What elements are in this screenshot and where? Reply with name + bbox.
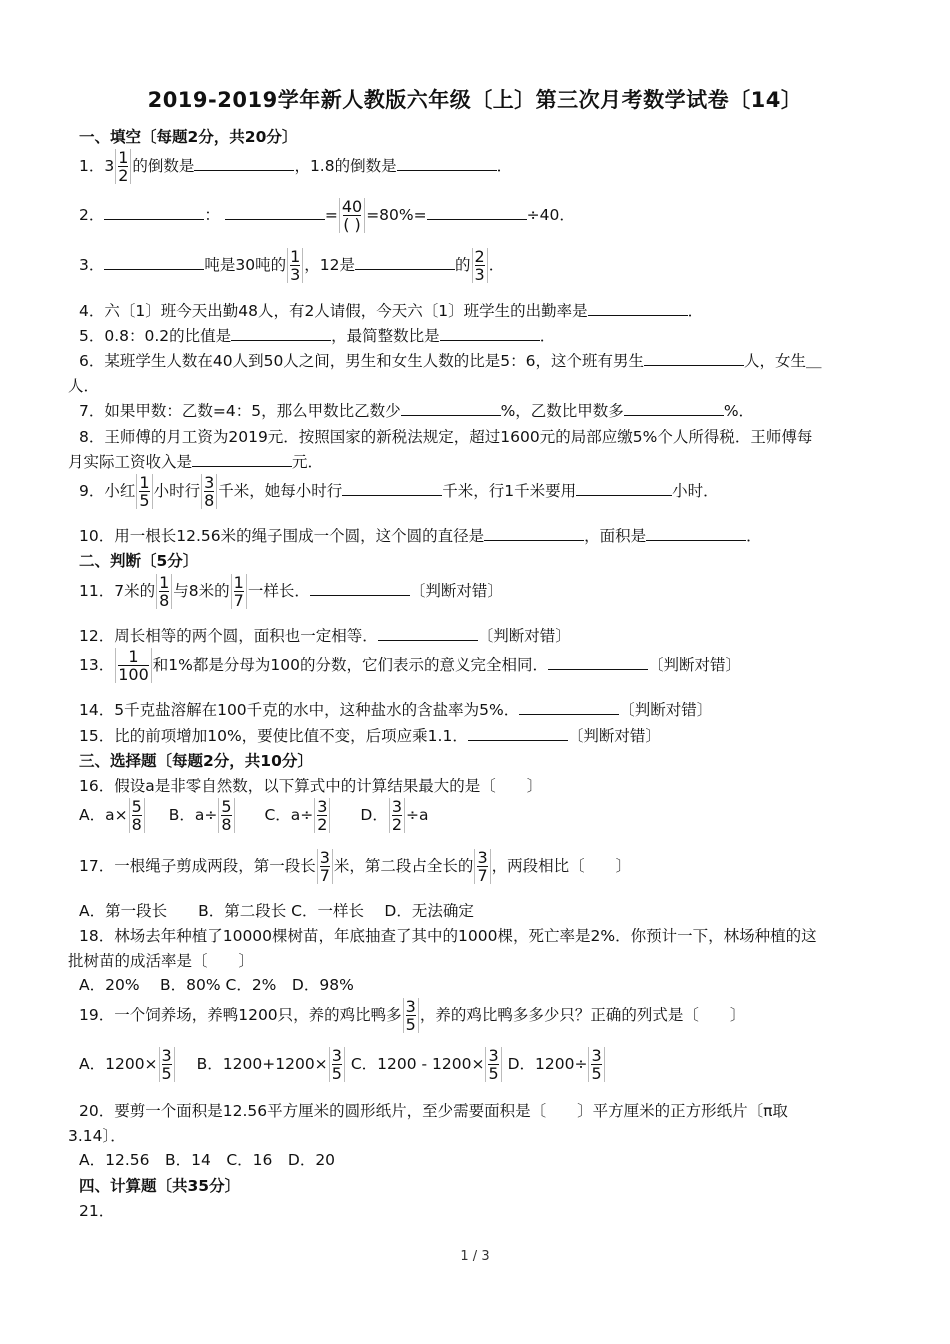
answer-blank[interactable] — [519, 699, 619, 715]
question-1: 1．3 $\frac{1}{2}$ 的倒数是 ，1.8的倒数是 ． — [79, 148, 513, 185]
answer-blank[interactable] — [646, 525, 746, 541]
question-4: 4．六〔1〕班今天出勤48人，有2人请假，今天六〔1〕班学生的出勤率是 ． — [79, 302, 704, 320]
question-17: 17．一根绳子剪成两段，第一段长 $\frac{3}{7}$ 米，第二段占全长的 $\frac{3}{7}$ ，两段相比〔 〕 — [79, 848, 632, 885]
answer-blank[interactable] — [355, 254, 455, 270]
answer-blank[interactable] — [427, 204, 527, 220]
question-16-options: A．a× $\frac{5}{8}$ B．a÷ $\frac{5}{8}$ C．a÷ $\frac{3}{2}$ D． $\frac{3}{2}$ ÷a — [79, 797, 429, 834]
answer-blank[interactable] — [378, 625, 478, 641]
answer-blank[interactable] — [192, 451, 292, 467]
fraction: $\frac{3}{5}$ — [403, 998, 419, 1033]
fraction: $\frac{3}{5}$ — [588, 1047, 604, 1082]
section-calc: 四、计算题〔共35分〕 — [79, 1177, 241, 1195]
page-number: 1 / 3 — [460, 1249, 490, 1264]
answer-blank[interactable] — [468, 725, 568, 741]
question-16: 16．假设a是非零自然数，以下算式中的计算结果最大的是〔 〕 — [79, 777, 543, 795]
question-3: 3． 吨是30吨的 $\frac{1}{3}$ ，12是 的 $\frac{2}{3}$ ． — [79, 247, 505, 284]
question-19: 19．一个饲养场，养鸭1200只，养的鸡比鸭多 $\frac{3}{5}$ ，养的鸡比鸭多多少只？正确的列式是〔 〕 — [79, 997, 746, 1034]
answer-blank[interactable] — [104, 204, 204, 220]
fraction: $\frac{1}{7}$ — [231, 574, 247, 609]
question-20: 20．要剪一个面积是12.56平方厘米的圆形纸片，至少需要面积是〔 〕平方厘米的正方形纸片〔π取 — [79, 1102, 788, 1120]
question-2: 2． ： = $\frac{40}{( )}$ =80%= ÷40． — [79, 197, 575, 234]
fraction: $\frac{2}{3}$ — [472, 248, 488, 283]
fraction: $\frac{3}{2}$ — [389, 798, 405, 833]
fraction: $\frac{1}{3}$ — [287, 248, 303, 283]
question-10: 10．用一根长12.56米的绳子围成一个圆，这个圆的直径是 ，面积是 ． — [79, 527, 762, 545]
question-15: 15．比的前项增加10%，要使比值不变，后项应乘1.1． 〔判断对错〕 — [79, 727, 661, 745]
question-20-cont: 3.14〕． — [68, 1127, 126, 1145]
answer-blank[interactable] — [401, 400, 501, 416]
fraction: $\frac{3}{5}$ — [485, 1047, 501, 1082]
fraction: $\frac{1}{8}$ — [156, 574, 172, 609]
fraction: $\frac{5}{8}$ — [129, 798, 145, 833]
question-6: 6．某班学生人数在40人到50人之间，男生和女生人数的比是5：6，这个班有男生 人，女生＿ — [79, 352, 822, 370]
fraction: $\frac{3}{7}$ — [317, 849, 333, 884]
question-12: 12．周长相等的两个圆，面积也一定相等． 〔判断对错〕 — [79, 627, 571, 645]
fraction: $\frac{1}{100}$ — [115, 648, 152, 683]
section-fill-in: 一、填空〔每题2分，共20分〕 — [79, 128, 298, 146]
answer-blank[interactable] — [104, 254, 204, 270]
answer-blank[interactable] — [194, 155, 294, 171]
fraction: $\frac{1}{2}$ — [115, 149, 131, 184]
question-20-options: A．12.56 B．14 C．16 D．20 — [79, 1151, 336, 1169]
answer-blank[interactable] — [397, 155, 497, 171]
question-11: 11．7米的 $\frac{1}{8}$ 与8米的 $\frac{1}{7}$ 一样长． 〔判断对错〕 — [79, 573, 503, 610]
question-18-cont: 批树苗的成活率是〔 〕 — [68, 952, 255, 970]
question-9: 9．小红 $\frac{1}{5}$ 小时行 $\frac{3}{8}$ 千米，她每小时行 千米，行1千米要用 小时． — [79, 473, 719, 510]
fraction: $\frac{3}{7}$ — [474, 849, 490, 884]
answer-blank[interactable] — [440, 325, 540, 341]
fraction: $\frac{1}{5}$ — [136, 474, 152, 509]
question-18: 18．林场去年种植了10000棵树苗，年底抽查了其中的1000棵，死亡率是2%．你预计一下，林场种植的这 — [79, 927, 817, 945]
answer-blank[interactable] — [644, 350, 744, 366]
question-17-options: A．第一段长 B．第二段长 C．一样长 D．无法确定 — [79, 902, 474, 920]
answer-blank[interactable] — [310, 580, 410, 596]
question-6-cont: 人． — [68, 377, 100, 395]
fraction: $\frac{3}{5}$ — [159, 1047, 175, 1082]
question-21: 21． — [79, 1202, 115, 1220]
section-judge: 二、判断〔5分〕 — [79, 552, 199, 570]
question-19-options: A．1200× $\frac{3}{5}$ B．1200+1200× $\frac{3}{5}$ C．1200 - 1200× $\frac{3}{5}$ D．1200÷ $\frac{3}{5}$ — [79, 1047, 606, 1082]
answer-blank[interactable] — [576, 480, 672, 496]
answer-blank[interactable] — [342, 480, 442, 496]
fraction: $\frac{3}{2}$ — [314, 798, 330, 833]
answer-blank[interactable] — [624, 400, 724, 416]
question-13: 13． $\frac{1}{100}$ 和1%都是分母为100的分数，它们表示的意义完全相同． 〔判断对错〕 — [79, 647, 741, 684]
page-title: 2019-2019学年新人教版六年级〔上〕第三次月考数学试卷〔14〕 — [147, 88, 803, 112]
answer-blank[interactable] — [548, 654, 648, 670]
question-7: 7．如果甲数：乙数=4：5，那么甲数比乙数少 %，乙数比甲数多 %． — [79, 402, 755, 420]
fraction: $\frac{5}{8}$ — [218, 798, 234, 833]
answer-blank[interactable] — [225, 204, 325, 220]
question-14: 14．5千克盐溶解在100千克的水中，这种盐水的含盐率为5%． 〔判断对错〕 — [79, 701, 713, 719]
answer-blank[interactable] — [484, 525, 584, 541]
answer-blank[interactable] — [231, 325, 331, 341]
fraction: $\frac{40}{( )}$ — [339, 198, 365, 233]
section-choice: 三、选择题〔每题2分，共10分〕 — [79, 752, 313, 770]
question-5: 5．0.8：0.2的比值是 ，最简整数比是 ． — [79, 327, 556, 345]
question-8-cont: 月实际工资收入是 元． — [68, 453, 324, 471]
question-8: 8．王师傅的月工资为2019元．按照国家的新税法规定，超过1600元的局部应缴5%个人所得税．王师傅每 — [79, 428, 813, 446]
answer-blank[interactable] — [588, 300, 688, 316]
question-18-options: A．20% B．80% C．2% D．98% — [79, 976, 354, 994]
fraction: $\frac{3}{8}$ — [201, 474, 217, 509]
fraction: $\frac{3}{5}$ — [329, 1047, 345, 1082]
